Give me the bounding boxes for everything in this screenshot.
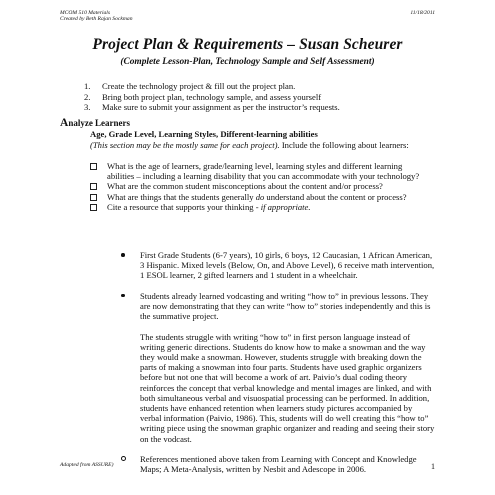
checkbox-icon bbox=[90, 204, 97, 211]
step-number: 3. bbox=[84, 102, 91, 113]
question-emphasis: do bbox=[255, 191, 265, 202]
course-name: MCOM 510 Materials bbox=[60, 10, 111, 16]
header-date: 11/18/2011 bbox=[410, 10, 435, 16]
intro-rest: Include the following about learners: bbox=[279, 140, 409, 150]
answers-block bbox=[115, 250, 435, 474]
checkbox-icon bbox=[90, 194, 97, 201]
step-text: Create the technology project & fill out the project plan. bbox=[102, 81, 296, 91]
intro-italic: (This section may be the mostly same for each project). bbox=[90, 140, 280, 150]
section-title bbox=[60, 117, 130, 129]
answer-text: The students struggle with writing “how to” in first person language instead of writing generic directions. Students do know how to make a snowman and the way they would make a snowman. However, students struggle with breaking down the parts of making a snowman into four parts. Students have used graphic organizers before but not one that will become a work of art. Paivio’s dual coding theory reinforces the concept that verbal knowledge and mental images are linked, and with both simultaneous verbal and visuospatial processing can be performed. In addition, students have enhanced retention when learners study pictures accompanied by verbal information (Paivio, 1986). This, students will do well creating this “how to” writing piece using the snowman graphic organizer and reading and seeing their story on the vodcast. bbox=[140, 331, 435, 444]
step-number: 1. bbox=[84, 81, 91, 91]
question-text: What are the common student misconceptions about the content and/or process? bbox=[107, 181, 383, 192]
section-subheading: Age, Grade Level, Learning Styles, Different-learning abilities bbox=[90, 129, 318, 139]
answer-item bbox=[115, 454, 435, 474]
question-item bbox=[90, 192, 430, 202]
answer-text: Students already learned vodcasting and writing “how to” in previous lessons. They are now demonstrating that they can write “how to” stories independently and this is the summative project. bbox=[140, 290, 431, 322]
header-left bbox=[60, 10, 133, 23]
answer-item bbox=[115, 250, 435, 281]
checkbox-icon bbox=[90, 163, 97, 170]
step-item bbox=[84, 102, 340, 113]
question-item bbox=[90, 181, 430, 191]
section-title-rest: nalyze Learners bbox=[68, 118, 131, 128]
question-list bbox=[90, 161, 430, 212]
page-title: Project Plan & Requirements – Susan Scheurer bbox=[92, 36, 403, 53]
question-item bbox=[90, 161, 430, 181]
answer-text: First Grade Students (6-7 years), 10 girls, 6 boys, 12 Caucasian, 1 African American, 3 Hispanic. Mixed levels (Below, On, and Above Level), 6 receive math intervention, 1 ESOL learner, 2 gifted learners and 1 student in a wheelchair. bbox=[140, 250, 435, 281]
question-emphasis: if appropriate. bbox=[260, 201, 311, 212]
page-subtitle: (Complete Lesson-Plan, Technology Sample and Self Assessment) bbox=[120, 57, 375, 67]
bullet-icon bbox=[121, 294, 125, 298]
question-item bbox=[90, 202, 430, 212]
step-text: Make sure to submit your assignment as per the instructor’s requests. bbox=[102, 102, 340, 113]
creator-line: Created by Beth Rajan Sockman bbox=[60, 16, 133, 23]
step-text: Bring both project plan, technology sample, and assess yourself bbox=[102, 91, 322, 102]
section-intro bbox=[90, 140, 430, 150]
page-number: 1 bbox=[431, 462, 435, 471]
question-text: What is the age of learners, grade/learning level, learning styles and different learning abilities – including a learning disability that you can accommodate with your technology? bbox=[107, 161, 420, 182]
circle-bullet-icon bbox=[121, 456, 126, 461]
question-text: Cite a resource that supports your thinking - bbox=[107, 201, 261, 212]
answer-text: References mentioned above taken from Learning with Concept and Knowledge Maps; A Meta-Analysis, written by Nesbit and Adescope in 2006. bbox=[140, 454, 417, 475]
checkbox-icon bbox=[90, 183, 97, 190]
footer-note: Adapted from ASSURE) bbox=[60, 462, 114, 468]
step-item bbox=[84, 81, 340, 92]
answer-item bbox=[115, 291, 435, 444]
step-item bbox=[84, 92, 340, 103]
step-number: 2. bbox=[84, 91, 91, 102]
question-text-after: understand about the content or process? bbox=[264, 191, 407, 202]
question-text: What are things that the students generally bbox=[107, 191, 256, 202]
bullet-icon bbox=[121, 253, 125, 257]
steps-list bbox=[84, 81, 340, 113]
section-title-cap: A bbox=[60, 117, 69, 129]
